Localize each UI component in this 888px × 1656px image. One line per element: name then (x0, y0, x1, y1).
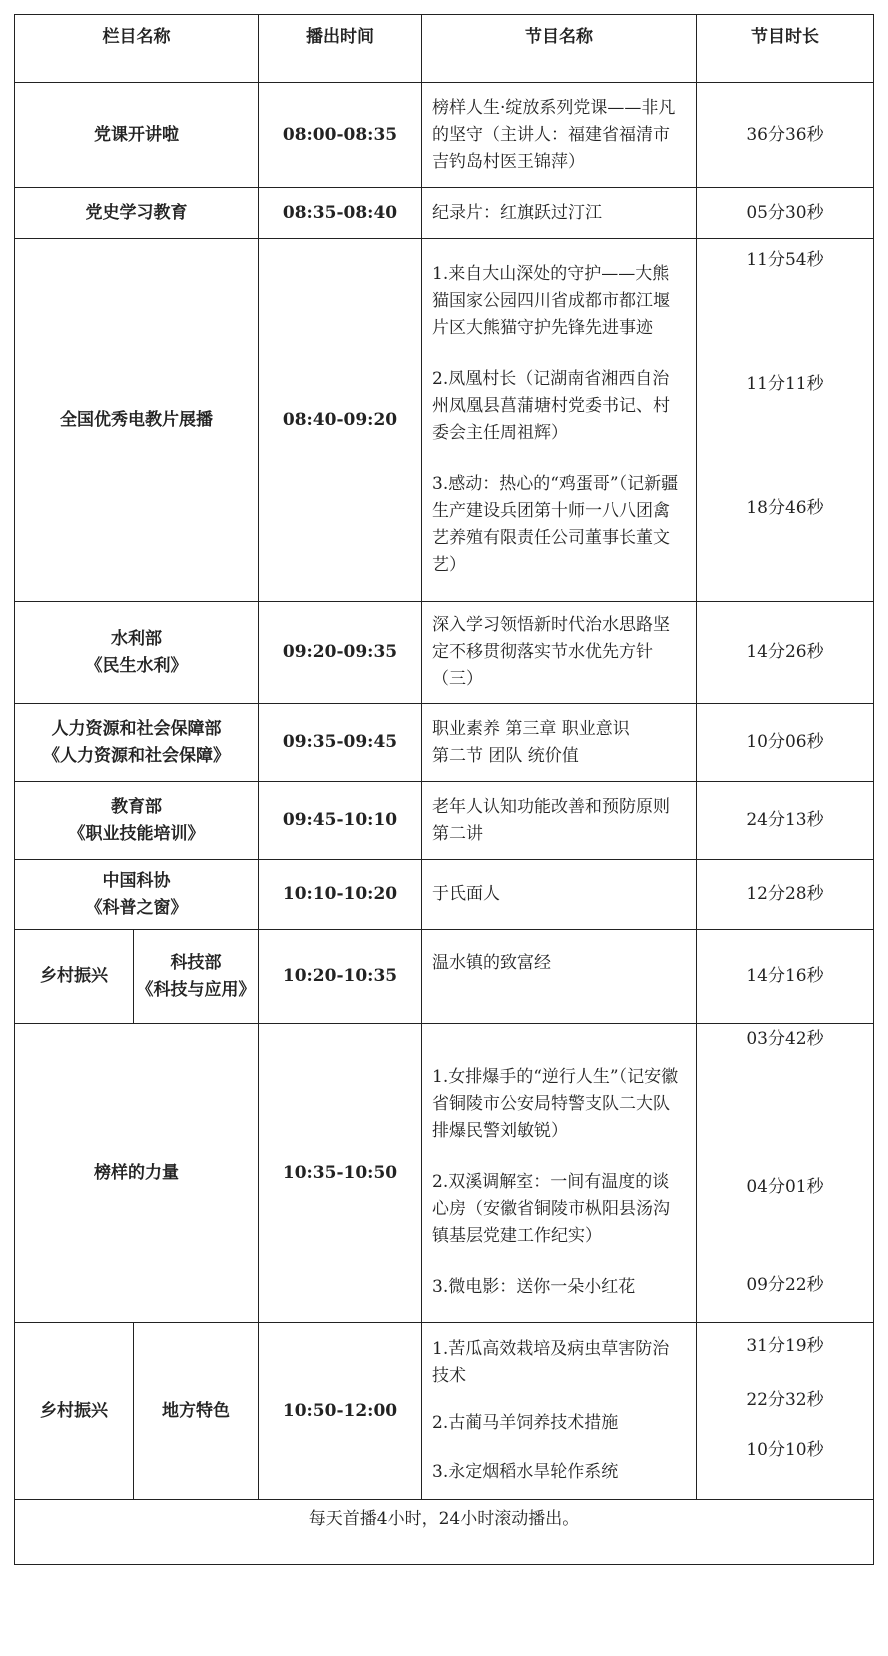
program-item: 1.女排爆手的“逆行人生”（记安徽省铜陵市公安局特警支队二大队排爆民警刘敏锐） (432, 1066, 679, 1141)
table-row (15, 1024, 874, 1323)
duration-list (697, 1323, 874, 1500)
program-name: 榜样人生·绽放系列党课——非凡的坚守（主讲人：福建省福清市吉钓岛村医王锦萍） (422, 83, 697, 188)
column-name (15, 704, 259, 782)
column-name: 党史学习教育 (15, 188, 259, 239)
table-row (15, 188, 874, 239)
program-item: 1.苦瓜高效栽培及病虫草害防治技术 (432, 1339, 670, 1386)
program-duration: 36分36秒 (697, 83, 874, 188)
header-time: 播出时间 (259, 15, 422, 83)
program-name (422, 704, 697, 782)
program-item: 2.古蔺马羊饲养技术措施 (432, 1413, 619, 1433)
table-row (15, 930, 874, 1024)
program-duration: 05分30秒 (697, 188, 874, 239)
footer-note: 每天首播4小时，24小时滚动播出。 (15, 1500, 874, 1565)
program-list (422, 1323, 697, 1500)
program-duration: 18分46秒 (746, 498, 824, 518)
program-duration: 03分42秒 (746, 1029, 824, 1049)
header-column: 栏目名称 (15, 15, 259, 83)
column-name-line: 《科技与应用》 (136, 979, 256, 1000)
air-time: 10:35-10:50 (259, 1024, 422, 1323)
program-name: 纪录片：红旗跃过汀江 (422, 188, 697, 239)
duration-list (697, 239, 874, 602)
program-item: 3.永定烟稻水旱轮作系统 (432, 1462, 619, 1482)
header-program: 节目名称 (422, 15, 697, 83)
program-name: 深入学习领悟新时代治水思路坚定不移贯彻落实节水优先方针（三） (422, 602, 697, 704)
column-name: 榜样的力量 (15, 1024, 259, 1323)
column-name-line: 《职业技能培训》 (68, 823, 205, 844)
air-time: 09:35-09:45 (259, 704, 422, 782)
program-duration: 14分26秒 (697, 602, 874, 704)
column-name-line: 《民生水利》 (85, 655, 188, 676)
program-name: 于氏面人 (422, 860, 697, 930)
program-duration: 04分01秒 (746, 1177, 824, 1197)
schedule-table (14, 14, 874, 1565)
air-time: 08:35-08:40 (259, 188, 422, 239)
column-name (15, 782, 259, 860)
table-row (15, 602, 874, 704)
program-duration: 14分16秒 (697, 930, 874, 1024)
table-row (15, 860, 874, 930)
table-row (15, 1323, 874, 1500)
column-name (15, 860, 259, 930)
program-duration: 31分19秒 (746, 1336, 824, 1356)
air-time: 09:20-09:35 (259, 602, 422, 704)
group-name: 乡村振兴 (15, 930, 134, 1024)
program-list (422, 1024, 697, 1323)
program-list (422, 239, 697, 602)
program-item: 3.微电影：送你一朵小红花 (432, 1276, 636, 1297)
column-name (15, 602, 259, 704)
table-row (15, 83, 874, 188)
program-item: 3.感动：热心的“鸡蛋哥”（记新疆生产建设兵团第十师一八八团禽艺养殖有限责任公司董事长董文艺） (432, 474, 679, 575)
air-time: 10:50-12:00 (259, 1323, 422, 1500)
program-duration: 11分11秒 (746, 374, 824, 394)
column-name: 党课开讲啦 (15, 83, 259, 188)
program-item: 2.凤凰村长（记湖南省湘西自治州凤凰县菖蒲塘村党委书记、村委会主任周祖辉） (432, 369, 670, 443)
program-line: 职业素养 第三章 职业意识 (432, 718, 630, 739)
column-name-line: 《科普之窗》 (85, 897, 188, 918)
program-name: 老年人认知功能改善和预防原则 第二讲 (422, 782, 697, 860)
program-duration: 22分32秒 (746, 1390, 824, 1410)
column-name-line: 人力资源和社会保障部 (51, 718, 222, 739)
column-name: 全国优秀电教片展播 (15, 239, 259, 602)
table-row (15, 704, 874, 782)
column-name-line: 科技部 (170, 952, 222, 973)
sub-column-name (134, 930, 259, 1024)
table-row (15, 239, 874, 602)
air-time: 08:00-08:35 (259, 83, 422, 188)
air-time: 10:20-10:35 (259, 930, 422, 1024)
air-time: 09:45-10:10 (259, 782, 422, 860)
table-row (15, 782, 874, 860)
sub-column-name: 地方特色 (134, 1323, 259, 1500)
program-duration: 10分10秒 (746, 1440, 824, 1460)
column-name-line: 中国科协 (102, 870, 171, 891)
program-duration: 11分54秒 (746, 250, 824, 270)
duration-list (697, 1024, 874, 1323)
program-duration: 09分22秒 (746, 1275, 824, 1295)
footer-row (15, 1500, 874, 1565)
program-item: 1.来自大山深处的守护——大熊猫国家公园四川省成都市都江堰片区大熊猫守护先锋先进事迹 (432, 264, 670, 338)
column-name-line: 水利部 (111, 628, 162, 649)
group-name: 乡村振兴 (15, 1323, 134, 1500)
program-line: 第二节 团队 统价值 (432, 745, 579, 766)
program-duration: 12分28秒 (697, 860, 874, 930)
program-duration: 24分13秒 (697, 782, 874, 860)
header-duration: 节目时长 (697, 15, 874, 83)
program-item: 2.双溪调解室：一间有温度的谈心房（安徽省铜陵市枞阳县汤沟镇基层党建工作纪实） (432, 1171, 670, 1246)
air-time: 10:10-10:20 (259, 860, 422, 930)
column-name-line: 教育部 (111, 796, 162, 817)
air-time: 08:40-09:20 (259, 239, 422, 602)
column-name-line: 《人力资源和社会保障》 (43, 745, 230, 766)
header-row (15, 15, 874, 83)
program-name: 温水镇的致富经 (422, 930, 697, 1024)
program-duration: 10分06秒 (697, 704, 874, 782)
